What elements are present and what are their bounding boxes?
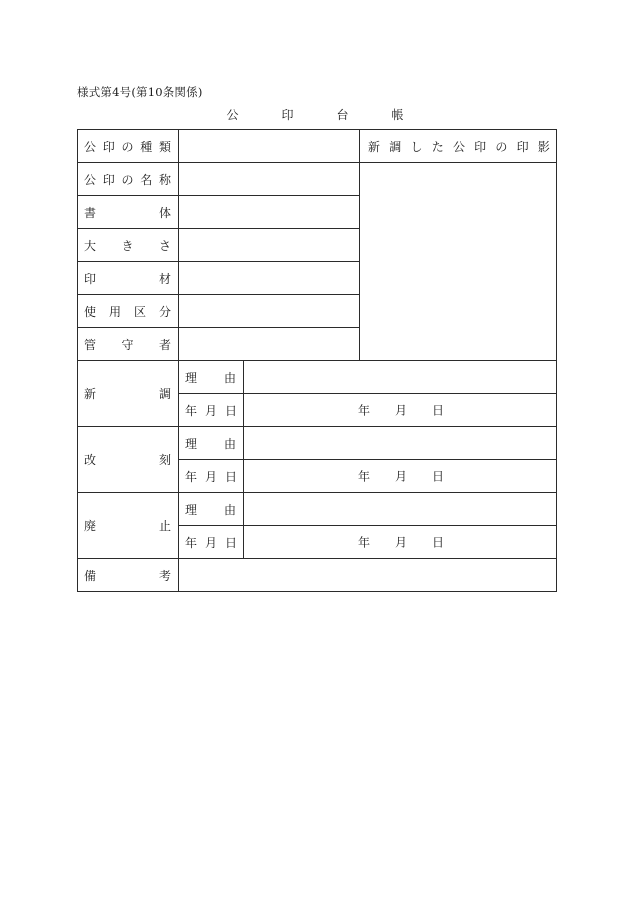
event-label-new: 新 調: [78, 361, 179, 427]
field-value-size[interactable]: [179, 229, 360, 262]
table-row: [78, 130, 557, 163]
imprint-header: 新 調 し た 公 印 の 印 影: [360, 130, 557, 163]
table-row: [78, 361, 557, 394]
field-value-material[interactable]: [179, 262, 360, 295]
field-label-size: 大 き さ: [78, 229, 179, 262]
sub-label-date: 年 月 日: [179, 526, 244, 559]
field-label-type: 公 印 の 種 類: [78, 130, 179, 163]
field-value-script[interactable]: [179, 196, 360, 229]
form-number: 様式第4号(第10条関係): [77, 85, 203, 99]
table-row: [78, 559, 557, 592]
table-row: [78, 493, 557, 526]
table-row: [78, 427, 557, 460]
field-value-name[interactable]: [179, 163, 360, 196]
event-date-new[interactable]: 年 月 日: [244, 394, 557, 427]
seal-ledger-table: [77, 129, 557, 592]
title-char: 公: [226, 108, 239, 122]
imprint-area[interactable]: [360, 163, 557, 361]
field-label-script: 書 体: [78, 196, 179, 229]
sub-label-reason: 理 由: [179, 361, 244, 394]
title-char: 印: [281, 108, 294, 122]
document-title: [0, 106, 630, 123]
event-reason-recarve[interactable]: [244, 427, 557, 460]
event-reason-new[interactable]: [244, 361, 557, 394]
sub-label-reason: 理 由: [179, 427, 244, 460]
title-char: 帳: [391, 108, 404, 122]
event-date-recarve[interactable]: 年 月 日: [244, 460, 557, 493]
field-value-type[interactable]: [179, 130, 360, 163]
sub-label-date: 年 月 日: [179, 460, 244, 493]
field-label-material: 印 材: [78, 262, 179, 295]
remarks-label: 備 考: [78, 559, 179, 592]
sub-label-date: 年 月 日: [179, 394, 244, 427]
event-label-abolish: 廃 止: [78, 493, 179, 559]
table-row: [78, 163, 557, 196]
event-label-recarve: 改 刻: [78, 427, 179, 493]
field-label-usage: 使 用 区 分: [78, 295, 179, 328]
field-value-usage[interactable]: [179, 295, 360, 328]
title-char: 台: [336, 108, 349, 122]
field-label-name: 公 印 の 名 称: [78, 163, 179, 196]
event-reason-abolish[interactable]: [244, 493, 557, 526]
remarks-value[interactable]: [179, 559, 557, 592]
sub-label-reason: 理 由: [179, 493, 244, 526]
field-value-custodian[interactable]: [179, 328, 360, 361]
field-label-custodian: 管 守 者: [78, 328, 179, 361]
event-date-abolish[interactable]: 年 月 日: [244, 526, 557, 559]
